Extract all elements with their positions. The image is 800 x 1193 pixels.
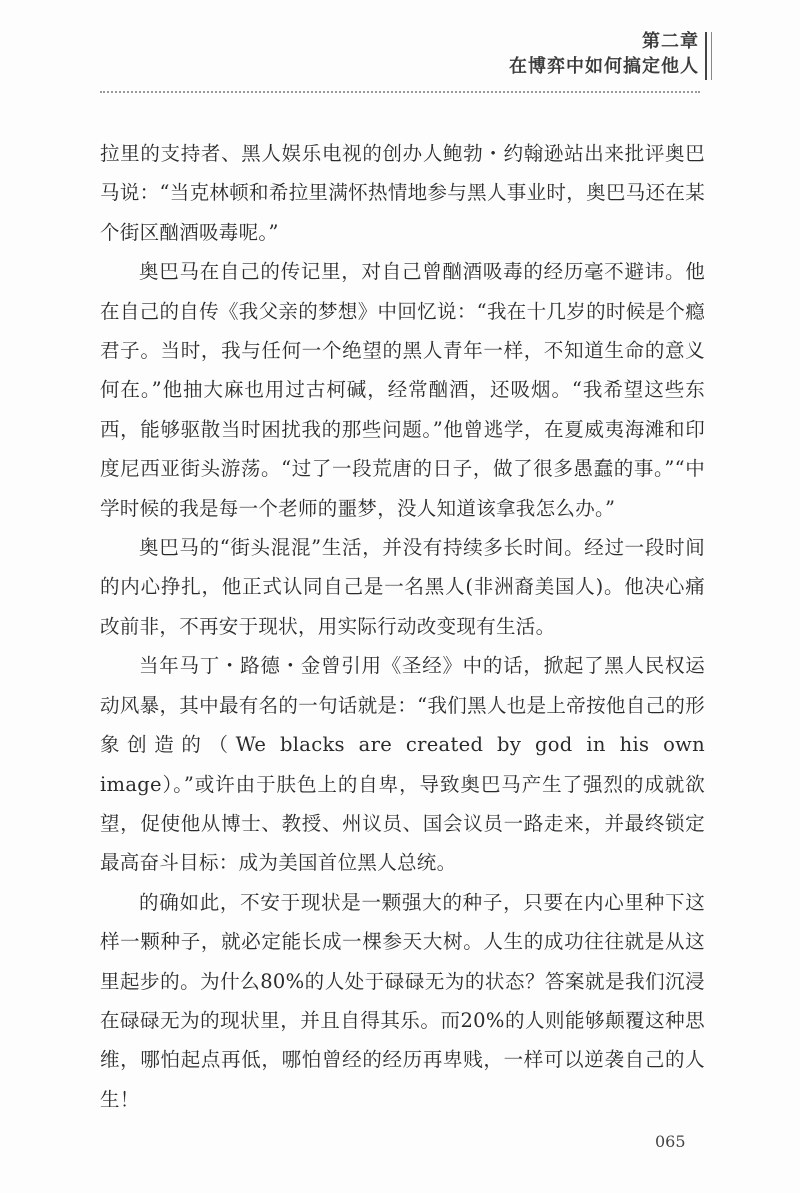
running-header [509, 30, 699, 80]
body-text [100, 134, 705, 1119]
header-dotted-rule [100, 91, 700, 93]
paragraph: 当年马丁・路德・金曾引用《圣经》中的话，掀起了黑人民权运动风暴，其中最有名的一句话就是：“我们黑人也是上帝按他自己的形象创造的（We blacks are created by god in his own image）。”或许由于肤色上的自卑，导致奥巴马产生了强烈的成就欲望，促使他从博士、教授、州议员、国会议员一路走来，并最终锁定最高奋斗目标：成为美国首位黑人总统。 [100, 654, 705, 875]
paragraph: 奥巴马在自己的传记里，对自己曾酗酒吸毒的经历毫不避讳。他在自己的自传《我父亲的梦想》中回忆说：“我在十几岁的时候是个瘾君子。当时，我与任何一个绝望的黑人青年一样，不知道生命的意义何在。”他抽大麻也用过古柯碱，经常酗酒，还吸烟。“我希望这些东西，能够驱散当时困扰我的那些问题。”他曾逃学，在夏威夷海滩和印度尼西亚街头游荡。“过了一段荒唐的日子，做了很多愚蠢的事。”“中学时候的我是每一个老师的噩梦，没人知道该拿我怎么办。” [100, 260, 705, 520]
page-number: 065 [655, 1132, 686, 1151]
paragraph-continuation: 拉里的支持者、黑人娱乐电视的创办人鲍勃・约翰逊站出来批评奥巴马说：“当克林顿和希拉里满怀热情地参与黑人事业时，奥巴马还在某个街区酗酒吸毒呢。” [100, 142, 705, 244]
paragraph: 奥巴马的“街头混混”生活，并没有持续多长时间。经过一段时间的内心挣扎，他正式认同自己是一名黑人(非洲裔美国人)。他决心痛改前非，不再安于现状，用实际行动改变现有生活。 [100, 536, 705, 638]
paragraph: 的确如此，不安于现状是一颗强大的种子，只要在内心里种下这样一颗种子，就必定能长成一棵参天大树。人生的成功往往就是从这里起步的。为什么80%的人处于碌碌无为的状态？答案就是我们沉浸在碌碌无为的现状里，并且自得其乐。而20%的人则能够颠覆这种思维，哪怕起点再低，哪怕曾经的经历再卑贱，一样可以逆袭自己的人生！ [100, 890, 705, 1111]
header-vertical-bar [705, 32, 712, 80]
chapter-title: 在博弈中如何搞定他人 [509, 56, 699, 77]
chapter-number: 第二章 [642, 31, 699, 52]
